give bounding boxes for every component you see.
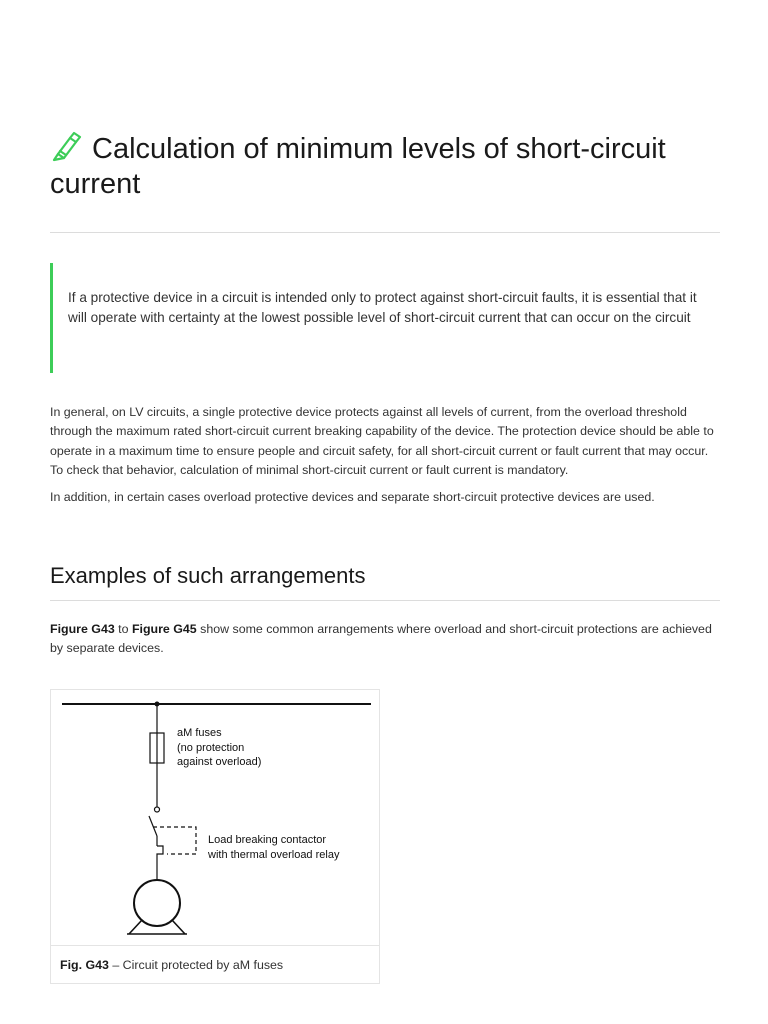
fuse-label-2: (no protection — [177, 742, 245, 754]
pencil-icon — [50, 130, 84, 162]
intro-paragraph — [50, 620, 720, 659]
section-divider — [50, 600, 720, 601]
intro-connector: to — [114, 622, 132, 636]
figure-g43 — [50, 689, 380, 984]
figure-caption-text: – Circuit protected by aM fuses — [108, 958, 284, 972]
figure-caption — [51, 945, 379, 984]
motor-symbol — [134, 880, 180, 926]
figure-link-g43[interactable]: Figure G43 — [50, 622, 115, 636]
thermal-relay — [157, 846, 163, 862]
paragraph-2: In addition, in certain cases overload protective devices and separate short-circuit protective devices are used. — [50, 489, 655, 504]
intro-rest: show some common arrangements where overload and short-circuit protections are achieved by separate devices. — [50, 622, 712, 656]
title-divider — [50, 232, 720, 233]
motor-base-left — [129, 920, 142, 934]
fuse-label-1: aM fuses — [177, 727, 222, 739]
contactor-blade — [149, 816, 157, 836]
fuse-label-3: against overload) — [177, 756, 262, 768]
contactor-label-2: with thermal overload relay — [208, 849, 340, 861]
page-title — [50, 130, 720, 202]
contactor-label-1: Load breaking contactor — [208, 834, 327, 846]
section-heading: Examples of such arrangements — [50, 563, 366, 588]
relay-link — [153, 827, 196, 854]
figure-caption-ref: Fig. G43 — [60, 958, 109, 972]
contact-terminal — [155, 807, 160, 812]
circuit-diagram — [51, 690, 379, 945]
figure-link-g45[interactable]: Figure G45 — [131, 622, 197, 636]
paragraph-1: In general, on LV circuits, a single protective device protects against all levels of current, from the overload threshold through the maximum rated short-circuit current breaking capability of the device. The protection device should be able to operate in a maximum time to ensure people and circuit safety, for all short-circuit current or fault current that may occur. To check that behavior, calculation of minimal short-circuit current or fault current is mandatory. — [50, 405, 714, 478]
motor-base-right — [172, 920, 185, 934]
page-title-text: Calculation of minimum levels of short-circuit current — [50, 133, 666, 200]
body-text — [50, 403, 720, 514]
callout-box — [50, 263, 720, 373]
callout-text: If a protective device in a circuit is intended only to protect against short-circuit faults, it is essential that it will operate with certainty at the lowest possible level of short-circuit current that can occur on the circuit — [68, 290, 697, 325]
